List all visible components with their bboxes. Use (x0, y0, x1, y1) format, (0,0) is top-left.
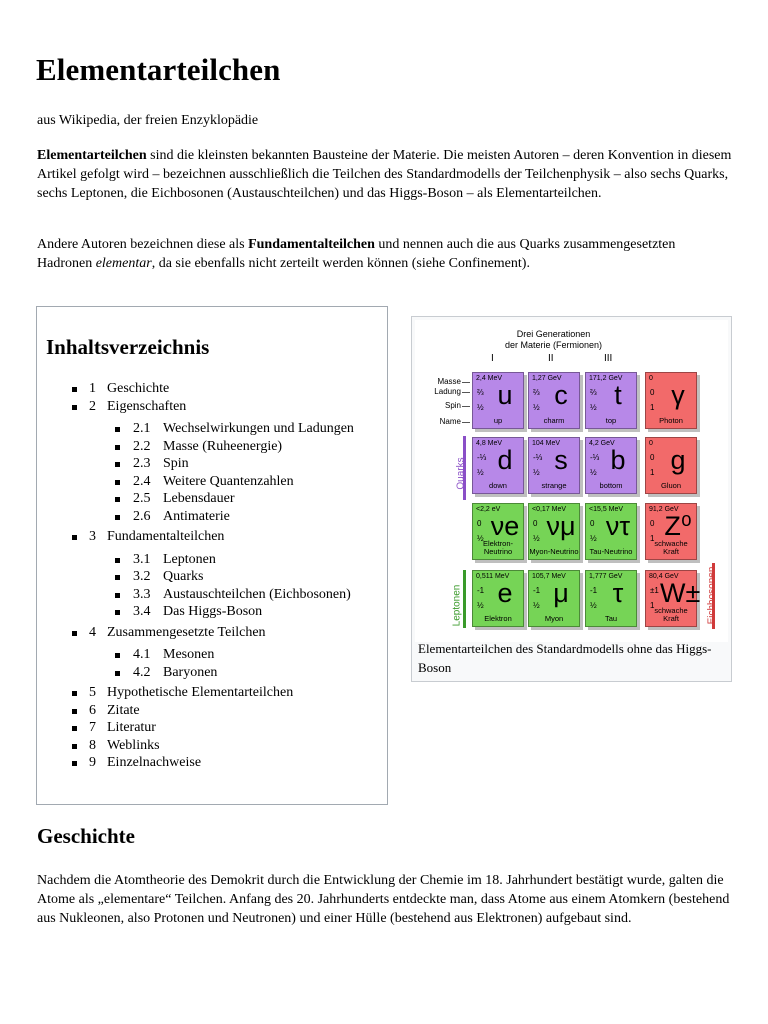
particle-name: Gluon (660, 481, 681, 490)
table-of-contents (36, 306, 388, 805)
toc-subitem[interactable] (114, 664, 381, 682)
toc-number: 2.3 (133, 456, 151, 471)
toc-link[interactable]: Fundamentalteilchen (107, 529, 225, 544)
particle-symbol: μ (553, 578, 569, 608)
toc-link[interactable]: Literatur (107, 720, 156, 735)
particle-mass: <15,5 MeV (589, 506, 624, 513)
particle-name: schwache Kraft (654, 606, 688, 623)
particle-mass: 91,2 GeV (649, 506, 679, 513)
particle-spin: ½ (533, 468, 540, 477)
particle-symbol: b (610, 445, 626, 475)
particle-name: Elektron-Neutrino (482, 539, 513, 556)
particle-mass: 1,777 GeV (589, 573, 623, 580)
particle-name: Myon (544, 614, 564, 623)
row-label-mass: Masse (437, 377, 461, 386)
section-heading-geschichte: Geschichte (37, 824, 135, 848)
intro-paragraph-2 (37, 235, 732, 273)
particle-spin: ½ (477, 403, 484, 412)
particle-charge: -1 (590, 586, 598, 595)
toc-link[interactable]: Eigenschaften (107, 398, 187, 414)
particle-cell-charm[interactable] (528, 372, 580, 429)
particle-name: bottom (599, 481, 623, 490)
toc-number: 7 (89, 720, 96, 735)
particle-charge: -⅓ (477, 453, 487, 462)
particle-symbol: ντ (605, 511, 631, 541)
intro-text-2b: und nennen auch die aus Quarks zusammengesetzten Hadronen (37, 237, 676, 272)
elementar-term: elementar (95, 256, 152, 272)
toc-sublist (114, 551, 381, 621)
toc-number: 2.4 (133, 473, 151, 489)
particle-symbol: u (497, 380, 513, 410)
toc-subitem[interactable] (114, 568, 381, 586)
toc-list (71, 380, 381, 772)
toc-link[interactable]: Weitere Quantenzahlen (163, 473, 294, 489)
particle-charge: ⅔ (533, 388, 540, 397)
fundamental-term: Fundamentalteilchen (248, 237, 375, 252)
toc-subitem[interactable] (114, 586, 381, 604)
particle-symbol: d (497, 445, 513, 475)
toc-link[interactable]: Geschichte (107, 381, 170, 396)
section-paragraph: Nachdem die Atomtheorie des Demokrit durch die Entwicklung der Chemie im 18. Jahrhundert bestätigt wurde, galten die Atome als „elementare“ Teilchen. Anfang des 20. Jahrhunderts entdeckte man, dass Atome aus einem Atomkern (bestehend aus Nukleonen, also Protonen und Neutronen) und einer Hülle (bestehend aus Elektronen) aufgebaut sind. (37, 873, 730, 927)
intro-text-1: sind die kleinsten bekannten Bausteine der Materie. Die meisten Autoren – deren Konvention in diesem Artikel gefolgt wird – bezeichnen ausschließlich die Teilchen des Standardmodells der Teilchenphysik – also sechs Quarks, sechs Leptonen, die Eichbosonen (Austauschteilchen) und das Higgs-Boson – als Elementarteilchen. (37, 148, 732, 202)
toc-link[interactable]: Leptonen (163, 551, 216, 567)
toc-number: 2.1 (133, 421, 151, 436)
toc-link[interactable]: Einzelnachweise (107, 755, 202, 770)
particle-cell-photon[interactable] (645, 372, 697, 429)
particle-cell-myon[interactable] (528, 570, 580, 627)
leptons-label: Leptonen (451, 584, 463, 627)
particle-spin: ½ (477, 534, 484, 543)
toc-number: 4.2 (133, 664, 151, 680)
diagram-heading-line2: der Materie (Fermionen) (504, 340, 603, 350)
toc-number: 8 (89, 737, 96, 753)
particle-spin: ½ (590, 403, 597, 412)
toc-subitem[interactable] (114, 438, 381, 456)
row-pointer-charge (462, 392, 470, 393)
particle-cell-up[interactable] (472, 372, 524, 429)
particle-symbol: g (670, 445, 686, 475)
row-pointer-spin (462, 406, 470, 407)
particle-symbol: νμ (546, 511, 576, 541)
toc-number: 2 (89, 398, 96, 414)
particle-mass: 171,2 GeV (589, 375, 623, 382)
particle-cell-down[interactable] (472, 437, 524, 494)
particle-spin: 1 (650, 403, 655, 412)
toc-sublist (114, 420, 381, 525)
toc-subitem[interactable] (114, 603, 381, 621)
toc-item[interactable] (71, 380, 381, 398)
toc-number: 3.4 (133, 604, 151, 619)
toc-number: 5 (89, 685, 96, 700)
particle-symbol: νe (490, 511, 520, 541)
particle-spin: ½ (533, 534, 540, 543)
toc-link[interactable]: Mesonen (163, 647, 215, 662)
particle-symbol: γ (671, 380, 685, 410)
particle-mass: 105,7 MeV (532, 573, 566, 580)
particle-mass: 0 (649, 375, 653, 382)
diagram-heading (481, 329, 626, 351)
particle-spin: ½ (477, 601, 484, 610)
toc-number: 1 (89, 381, 96, 396)
toc-link[interactable]: Zusammengesetzte Teilchen (107, 624, 266, 640)
toc-item[interactable] (71, 719, 381, 737)
particle-charge: 0 (477, 519, 482, 528)
particle-spin: ½ (590, 468, 597, 477)
particle-name: Tau-Neutrino (589, 547, 633, 556)
particle-symbol: c (554, 380, 568, 410)
toc-number: 3.2 (133, 569, 151, 584)
particle-mass: 4,8 MeV (476, 440, 503, 447)
particle-cell-gluon[interactable] (645, 437, 697, 494)
particle-mass: 2,4 MeV (476, 375, 503, 382)
particle-mass: <2,2 eV (476, 506, 501, 513)
toc-item[interactable] (71, 398, 381, 526)
particle-mass: 0 (649, 440, 653, 447)
particle-charge: ⅔ (477, 388, 484, 397)
particle-name: strange (541, 481, 567, 490)
intro-term: Elementarteilchen (37, 148, 147, 163)
particle-charge: -1 (477, 586, 485, 595)
particle-spin: 1 (650, 468, 655, 477)
particle-charge: 0 (650, 388, 655, 397)
particle-cell-schwache-kraft[interactable] (645, 570, 701, 627)
particle-name: schwache Kraft (654, 539, 688, 556)
particle-cell-schwache-kraft[interactable] (645, 503, 697, 560)
quarks-label: Quarks (455, 457, 467, 490)
particle-name: Myon-Neutrino (529, 547, 579, 556)
toc-link[interactable]: Lebensdauer (163, 491, 235, 506)
toc-link[interactable]: Zitate (107, 702, 140, 718)
particle-mass: 1,27 GeV (532, 375, 562, 382)
intro-paragraph-1 (37, 146, 732, 204)
generation-label-3: III (604, 353, 613, 364)
particle-spin: ½ (533, 403, 540, 412)
particle-name: Elektron (484, 614, 512, 623)
particle-mass: 80,4 GeV (649, 573, 679, 580)
toc-number: 2.6 (133, 508, 151, 524)
toc-number: 6 (89, 702, 96, 718)
particle-charge: 0 (533, 519, 538, 528)
particle-name: up (493, 416, 503, 425)
particle-cell-top[interactable] (585, 372, 637, 429)
particle-mass: 104 MeV (532, 440, 561, 447)
particle-spin: 1 (650, 601, 655, 610)
standard-model-diagram[interactable] (415, 320, 728, 642)
particle-charge: 0 (650, 453, 655, 462)
toc-item[interactable] (71, 754, 381, 772)
particle-cell-elektron-neutrino[interactable] (472, 503, 524, 560)
particle-symbol: s (554, 445, 568, 475)
row-pointer-mass (462, 382, 470, 383)
particle-name: Photon (659, 416, 683, 425)
toc-link[interactable]: Wechselwirkungen und Ladungen (163, 421, 354, 436)
toc-item[interactable] (71, 737, 381, 755)
particle-cell-bottom[interactable] (585, 437, 637, 494)
toc-number: 9 (89, 755, 96, 770)
particle-mass: 0,511 MeV (476, 573, 510, 580)
row-label-spin: Spin (444, 401, 461, 410)
particle-cell-tau-neutrino[interactable] (585, 503, 637, 560)
toc-number: 4 (89, 624, 96, 640)
particle-charge: -1 (533, 586, 541, 595)
generation-label-2: II (548, 353, 554, 364)
toc-subitem[interactable] (114, 420, 381, 438)
diagram-heading-line1: Drei Generationen (516, 329, 591, 339)
toc-subitem[interactable] (114, 551, 381, 569)
toc-link[interactable]: Quarks (163, 569, 204, 584)
particle-spin: 1 (650, 534, 655, 543)
toc-link[interactable]: Antimaterie (163, 508, 230, 524)
particle-charge: ⅔ (590, 388, 597, 397)
particle-name: top (605, 416, 617, 425)
toc-link[interactable]: Masse (Ruheenergie) (163, 438, 283, 454)
particle-cell-strange[interactable] (528, 437, 580, 494)
particle-figure (411, 316, 732, 682)
row-label-charge: Ladung (434, 387, 461, 396)
toc-item[interactable] (71, 702, 381, 720)
particle-spin: ½ (533, 601, 540, 610)
particle-charge: 0 (590, 519, 595, 528)
particle-symbol: e (497, 578, 513, 608)
particle-charge: 0 (650, 519, 655, 528)
particle-name: Tau (604, 614, 618, 623)
particle-charge: -⅓ (590, 453, 600, 462)
toc-number: 3 (89, 529, 96, 544)
toc-title: Inhaltsverzeichnis (46, 335, 210, 359)
toc-link[interactable]: Austauschteilchen (Eichbosonen) (163, 586, 351, 602)
toc-link[interactable]: Hypothetische Elementarteilchen (107, 685, 294, 700)
particle-spin: ½ (477, 468, 484, 477)
toc-item[interactable] (71, 624, 381, 682)
particle-symbol: τ (612, 578, 624, 608)
page-title: Elementarteilchen (36, 52, 281, 87)
toc-sublist (114, 646, 381, 681)
particle-symbol: W± (660, 578, 701, 608)
intro-text-2c: , da sie ebenfalls nicht zerteilt werden können (siehe Confinement). (151, 256, 530, 272)
toc-link[interactable]: Das Higgs-Boson (163, 604, 263, 619)
particle-symbol: Z⁰ (664, 511, 692, 541)
particle-cell-myon-neutrino[interactable] (528, 503, 580, 560)
toc-item[interactable] (71, 684, 381, 702)
bosons-label: Eichbosonen (706, 566, 718, 625)
particle-spin: ½ (590, 601, 597, 610)
particle-name: down (489, 481, 507, 490)
generation-label-1: I (491, 353, 494, 364)
toc-number: 3.1 (133, 551, 151, 567)
toc-subitem[interactable] (114, 455, 381, 473)
particle-mass: <0,17 MeV (532, 506, 567, 513)
particle-symbol: t (614, 380, 622, 410)
toc-link[interactable]: Weblinks (107, 737, 160, 753)
leptons-bracket (463, 570, 466, 628)
row-pointer-name (462, 422, 470, 423)
particle-charge: ±1 (650, 586, 659, 595)
figure-caption: Elementarteilchen des Standardmodells ohne das Higgs-Boson (418, 641, 712, 675)
toc-number: 4.1 (133, 647, 151, 662)
particle-cell-tau[interactable] (585, 570, 637, 627)
toc-number: 2.5 (133, 491, 151, 506)
toc-subitem[interactable] (114, 508, 381, 526)
toc-subitem[interactable] (114, 473, 381, 491)
toc-item[interactable] (71, 528, 381, 621)
toc-number: 3.3 (133, 586, 151, 602)
particle-cell-elektron[interactable] (472, 570, 524, 627)
particle-charge: -⅓ (533, 453, 543, 462)
toc-number: 2.2 (133, 438, 151, 454)
toc-subitem[interactable] (114, 646, 381, 664)
toc-subitem[interactable] (114, 490, 381, 508)
particle-mass: 4,2 GeV (589, 440, 615, 447)
intro-text-2a: Andere Autoren bezeichnen diese als (37, 237, 249, 252)
toc-link[interactable]: Baryonen (163, 664, 218, 680)
row-label-name: Name (439, 417, 461, 426)
page-subtitle: aus Wikipedia, der freien Enzyklopädie (37, 113, 259, 128)
particle-name: charm (543, 416, 565, 425)
toc-link[interactable]: Spin (163, 456, 189, 471)
particle-spin: ½ (590, 534, 597, 543)
